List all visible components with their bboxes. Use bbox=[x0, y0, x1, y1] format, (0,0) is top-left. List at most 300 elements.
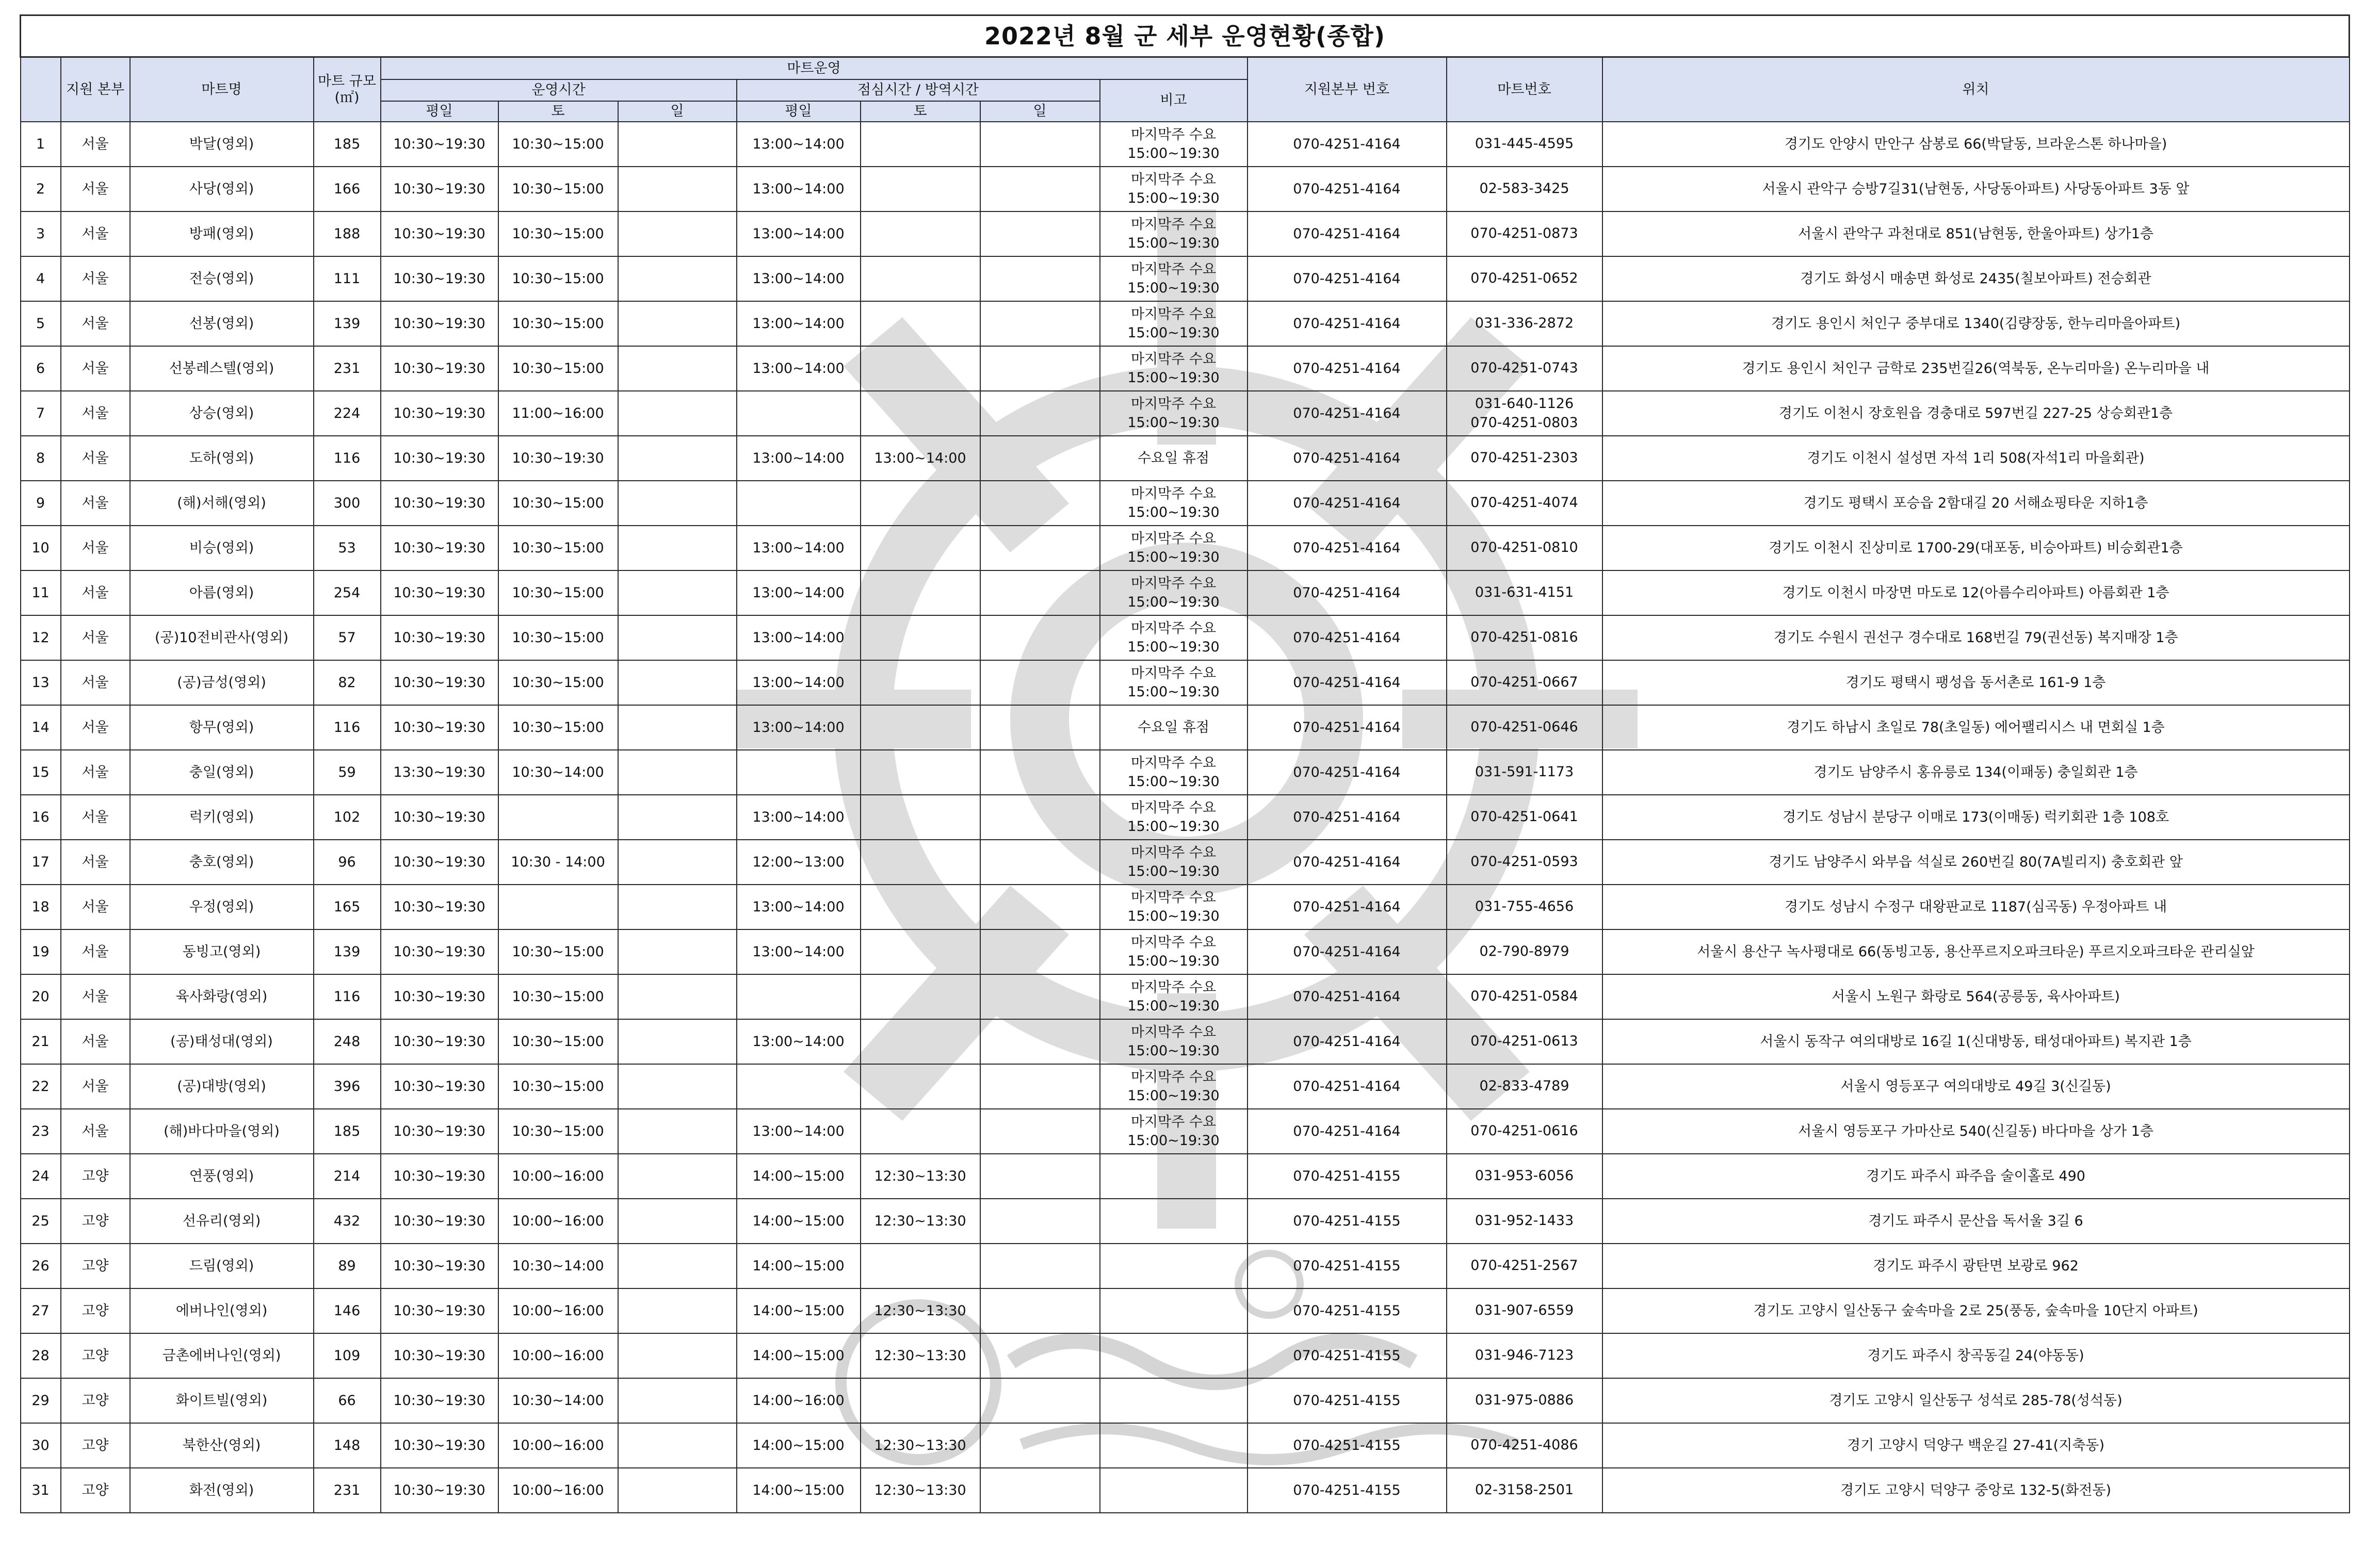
cell-branch: 서울 bbox=[61, 301, 130, 346]
cell-branch: 서울 bbox=[61, 391, 130, 436]
cell-location: 경기도 안양시 만안구 삼봉로 66(박달동, 브라운스톤 하나마을) bbox=[1602, 122, 2350, 167]
table-row bbox=[21, 436, 2350, 481]
note-line-1: 마지막주 수요 bbox=[1130, 755, 1217, 772]
header-op-weekday: 평일 bbox=[381, 101, 498, 122]
cell-branch-phone: 070-4251-4164 bbox=[1248, 481, 1447, 526]
cell-op-sat: 10:30~15:00 bbox=[498, 615, 618, 660]
cell-op-sun bbox=[618, 1378, 737, 1423]
header-branch-phone: 지원본부 번호 bbox=[1248, 57, 1447, 122]
cell-branch-phone: 070-4251-4164 bbox=[1248, 570, 1447, 615]
cell-lunch-weekday: 12:00~13:00 bbox=[737, 840, 861, 885]
cell-lunch-weekday: 13:00~14:00 bbox=[737, 660, 861, 705]
cell-lunch-sun bbox=[980, 705, 1100, 750]
cell-op-sun bbox=[618, 436, 737, 481]
table-row bbox=[21, 391, 2350, 436]
cell-op-weekday: 10:30~19:30 bbox=[381, 974, 498, 1019]
note-line-1: 마지막주 수요 bbox=[1130, 620, 1217, 637]
cell-branch: 서울 bbox=[61, 346, 130, 391]
cell-op-weekday: 10:30~19:30 bbox=[381, 1288, 498, 1333]
cell-branch-phone: 070-4251-4164 bbox=[1248, 705, 1447, 750]
cell-branch-phone: 070-4251-4155 bbox=[1248, 1154, 1447, 1199]
note-line-2: 15:00~19:30 bbox=[1127, 863, 1220, 879]
note-line-2: 15:00~19:30 bbox=[1127, 145, 1220, 161]
cell-op-sat: 10:30~15:00 bbox=[498, 1109, 618, 1154]
cell-op-weekday: 10:30~19:30 bbox=[381, 660, 498, 705]
cell-mart-name: 방패(영외) bbox=[130, 211, 314, 256]
cell-op-sat: 10:30~15:00 bbox=[498, 705, 618, 750]
cell-lunch-weekday: 13:00~14:00 bbox=[737, 256, 861, 301]
mart-phone-1: 070-4251-4074 bbox=[1470, 495, 1578, 511]
cell-note bbox=[1100, 1109, 1248, 1154]
note-line-1: 마지막주 수요 bbox=[1130, 576, 1217, 592]
cell-mart-size: 96 bbox=[314, 840, 381, 885]
table-row bbox=[21, 211, 2350, 256]
cell-lunch-weekday: 14:00~15:00 bbox=[737, 1288, 861, 1333]
cell-op-weekday: 10:30~19:30 bbox=[381, 256, 498, 301]
cell-no: 5 bbox=[21, 301, 61, 346]
cell-branch: 서울 bbox=[61, 1109, 130, 1154]
cell-lunch-sun bbox=[980, 1154, 1100, 1199]
header-location: 위치 bbox=[1602, 57, 2350, 122]
cell-mart-size: 116 bbox=[314, 974, 381, 1019]
cell-branch: 서울 bbox=[61, 1019, 130, 1064]
note-line-1: 마지막주 수요 bbox=[1130, 351, 1217, 368]
cell-branch: 서울 bbox=[61, 974, 130, 1019]
cell-mart-phone bbox=[1447, 795, 1602, 840]
cell-no: 16 bbox=[21, 795, 61, 840]
cell-lunch-sat: 12:30~13:30 bbox=[861, 1333, 980, 1378]
cell-branch: 서울 bbox=[61, 840, 130, 885]
cell-op-weekday: 10:30~19:30 bbox=[381, 481, 498, 526]
table-row bbox=[21, 1423, 2350, 1468]
cell-mart-size: 224 bbox=[314, 391, 381, 436]
cell-note bbox=[1100, 391, 1248, 436]
cell-op-sat: 10:30~15:00 bbox=[498, 1019, 618, 1064]
cell-lunch-sat: 13:00~14:00 bbox=[861, 436, 980, 481]
cell-note bbox=[1100, 1423, 1248, 1468]
header-op-sat: 토 bbox=[498, 101, 618, 122]
note-line-1: 수요일 휴점 bbox=[1138, 450, 1209, 466]
cell-op-weekday: 10:30~19:30 bbox=[381, 122, 498, 167]
cell-mart-phone bbox=[1447, 885, 1602, 929]
mart-phone-1: 031-975-0886 bbox=[1475, 1392, 1574, 1409]
cell-lunch-sun bbox=[980, 1244, 1100, 1288]
cell-branch-phone: 070-4251-4155 bbox=[1248, 1199, 1447, 1244]
cell-branch-phone: 070-4251-4155 bbox=[1248, 1423, 1447, 1468]
cell-lunch-weekday: 13:00~14:00 bbox=[737, 346, 861, 391]
header-note: 비고 bbox=[1100, 79, 1248, 122]
table-row bbox=[21, 1154, 2350, 1199]
cell-no: 29 bbox=[21, 1378, 61, 1423]
cell-lunch-sat bbox=[861, 885, 980, 929]
cell-location: 경기도 평택시 팽성읍 동서촌로 161-9 1층 bbox=[1602, 660, 2350, 705]
cell-no: 14 bbox=[21, 705, 61, 750]
cell-lunch-sat bbox=[861, 1244, 980, 1288]
mart-phone-1: 031-953-6056 bbox=[1475, 1168, 1574, 1184]
cell-lunch-sun bbox=[980, 974, 1100, 1019]
cell-no: 13 bbox=[21, 660, 61, 705]
cell-lunch-weekday: 14:00~15:00 bbox=[737, 1468, 861, 1513]
cell-op-sun bbox=[618, 481, 737, 526]
cell-branch-phone: 070-4251-4164 bbox=[1248, 885, 1447, 929]
cell-branch-phone: 070-4251-4155 bbox=[1248, 1333, 1447, 1378]
cell-mart-name: 아름(영외) bbox=[130, 570, 314, 615]
cell-note bbox=[1100, 1378, 1248, 1423]
note-line-1: 마지막주 수요 bbox=[1130, 979, 1217, 996]
cell-op-sat: 11:00~16:00 bbox=[498, 391, 618, 436]
cell-note bbox=[1100, 660, 1248, 705]
cell-lunch-sat bbox=[861, 301, 980, 346]
note-line-1: 마지막주 수요 bbox=[1130, 935, 1217, 951]
cell-location: 경기도 고양시 덕양구 중앙로 132-5(화전동) bbox=[1602, 1468, 2350, 1513]
cell-op-sun bbox=[618, 750, 737, 795]
mart-phone-1: 070-4251-0810 bbox=[1470, 540, 1578, 556]
cell-branch: 서울 bbox=[61, 526, 130, 570]
cell-mart-size: 116 bbox=[314, 705, 381, 750]
header-branch: 지원 본부 bbox=[61, 57, 130, 122]
cell-mart-phone bbox=[1447, 705, 1602, 750]
cell-note bbox=[1100, 1333, 1248, 1378]
cell-mart-size: 254 bbox=[314, 570, 381, 615]
cell-op-sat: 10:30~14:00 bbox=[498, 1244, 618, 1288]
table-row bbox=[21, 301, 2350, 346]
note-line-1: 마지막주 수요 bbox=[1130, 800, 1217, 816]
cell-op-sun bbox=[618, 1468, 737, 1513]
cell-mart-size: 185 bbox=[314, 1109, 381, 1154]
cell-op-weekday: 10:30~19:30 bbox=[381, 929, 498, 974]
cell-mart-phone bbox=[1447, 481, 1602, 526]
note-line-2: 15:00~19:30 bbox=[1127, 235, 1220, 251]
cell-branch: 서울 bbox=[61, 705, 130, 750]
cell-no: 20 bbox=[21, 974, 61, 1019]
mart-status-table bbox=[20, 14, 2350, 1513]
cell-op-weekday: 10:30~19:30 bbox=[381, 570, 498, 615]
cell-mart-name: 선유리(영외) bbox=[130, 1199, 314, 1244]
cell-location: 경기도 남양주시 와부읍 석실로 260번길 80(7A빌리지) 충호회관 앞 bbox=[1602, 840, 2350, 885]
cell-lunch-sun bbox=[980, 1019, 1100, 1064]
cell-note bbox=[1100, 122, 1248, 167]
cell-no: 3 bbox=[21, 211, 61, 256]
note-line-2: 15:00~19:30 bbox=[1127, 324, 1220, 341]
cell-mart-phone bbox=[1447, 211, 1602, 256]
cell-branch: 서울 bbox=[61, 436, 130, 481]
cell-note bbox=[1100, 570, 1248, 615]
cell-mart-size: 111 bbox=[314, 256, 381, 301]
cell-op-sat: 10:30~15:00 bbox=[498, 256, 618, 301]
cell-op-sat bbox=[498, 795, 618, 840]
cell-op-weekday: 10:30~19:30 bbox=[381, 1154, 498, 1199]
cell-op-sat: 10:30~15:00 bbox=[498, 211, 618, 256]
note-line-1: 마지막주 수요 bbox=[1130, 217, 1217, 233]
cell-op-sun bbox=[618, 1019, 737, 1064]
cell-mart-size: 185 bbox=[314, 122, 381, 167]
cell-branch-phone: 070-4251-4164 bbox=[1248, 167, 1447, 211]
cell-op-sun bbox=[618, 1423, 737, 1468]
cell-lunch-sat bbox=[861, 391, 980, 436]
cell-no: 17 bbox=[21, 840, 61, 885]
cell-mart-size: 57 bbox=[314, 615, 381, 660]
cell-op-sat: 10:30~15:00 bbox=[498, 526, 618, 570]
cell-branch-phone: 070-4251-4164 bbox=[1248, 660, 1447, 705]
cell-op-sun bbox=[618, 1109, 737, 1154]
cell-note bbox=[1100, 211, 1248, 256]
cell-mart-size: 300 bbox=[314, 481, 381, 526]
mart-phone-1: 031-952-1433 bbox=[1475, 1213, 1574, 1229]
cell-mart-size: 165 bbox=[314, 885, 381, 929]
cell-lunch-sat bbox=[861, 211, 980, 256]
cell-mart-phone bbox=[1447, 929, 1602, 974]
cell-note bbox=[1100, 1019, 1248, 1064]
cell-lunch-sat bbox=[861, 481, 980, 526]
cell-branch-phone: 070-4251-4164 bbox=[1248, 795, 1447, 840]
cell-op-sat: 10:30~14:00 bbox=[498, 750, 618, 795]
cell-lunch-sun bbox=[980, 1109, 1100, 1154]
cell-lunch-sat bbox=[861, 122, 980, 167]
cell-op-sun bbox=[618, 122, 737, 167]
cell-no: 2 bbox=[21, 167, 61, 211]
cell-mart-phone bbox=[1447, 526, 1602, 570]
cell-op-sat: 10:30~15:00 bbox=[498, 167, 618, 211]
cell-branch: 고양 bbox=[61, 1468, 130, 1513]
table-row bbox=[21, 1288, 2350, 1333]
cell-location: 서울시 관악구 승방7길31(남현동, 사당동아파트) 사당동아파트 3동 앞 bbox=[1602, 167, 2350, 211]
cell-op-sat: 10:30~19:30 bbox=[498, 436, 618, 481]
cell-mart-name: 드림(영외) bbox=[130, 1244, 314, 1288]
cell-no: 23 bbox=[21, 1109, 61, 1154]
cell-op-sat: 10:30~15:00 bbox=[498, 974, 618, 1019]
cell-branch-phone: 070-4251-4164 bbox=[1248, 122, 1447, 167]
cell-location: 경기도 용인시 처인구 중부대로 1340(김량장동, 한누리마을아파트) bbox=[1602, 301, 2350, 346]
cell-mart-name: (공)10전비관사(영외) bbox=[130, 615, 314, 660]
cell-location: 경기도 용인시 처인구 금학로 235번길26(역북동, 온누리마을) 온누리마을 내 bbox=[1602, 346, 2350, 391]
cell-location: 경기도 고양시 일산동구 성석로 285-78(성석동) bbox=[1602, 1378, 2350, 1423]
cell-branch: 서울 bbox=[61, 615, 130, 660]
cell-note bbox=[1100, 795, 1248, 840]
note-line-2: 15:00~19:30 bbox=[1127, 683, 1220, 700]
table-body bbox=[21, 122, 2350, 1513]
note-line-2: 15:00~19:30 bbox=[1127, 773, 1220, 790]
cell-mart-phone bbox=[1447, 1378, 1602, 1423]
mart-phone-1: 070-4251-4086 bbox=[1470, 1437, 1578, 1453]
cell-lunch-sun bbox=[980, 301, 1100, 346]
header-mart-name: 마트명 bbox=[130, 57, 314, 122]
cell-op-weekday: 10:30~19:30 bbox=[381, 1423, 498, 1468]
cell-mart-name: 우정(영외) bbox=[130, 885, 314, 929]
cell-mart-size: 188 bbox=[314, 211, 381, 256]
cell-lunch-weekday bbox=[737, 481, 861, 526]
cell-mart-name: 항무(영외) bbox=[130, 705, 314, 750]
cell-lunch-sun bbox=[980, 885, 1100, 929]
cell-op-sun bbox=[618, 256, 737, 301]
note-line-2: 15:00~19:30 bbox=[1127, 908, 1220, 924]
cell-op-sat: 10:30~15:00 bbox=[498, 660, 618, 705]
cell-op-sun bbox=[618, 929, 737, 974]
cell-lunch-sun bbox=[980, 929, 1100, 974]
cell-note bbox=[1100, 615, 1248, 660]
cell-op-sat: 10:30~15:00 bbox=[498, 481, 618, 526]
cell-location: 경기도 수원시 권선구 경수대로 168번길 79(권선동) 복지매장 1층 bbox=[1602, 615, 2350, 660]
header-lunch-sat: 토 bbox=[861, 101, 980, 122]
mart-phone-1: 070-4251-0646 bbox=[1470, 719, 1578, 736]
table-row bbox=[21, 256, 2350, 301]
cell-op-sat: 10:30~14:00 bbox=[498, 1378, 618, 1423]
cell-mart-name: (공)금성(영외) bbox=[130, 660, 314, 705]
cell-mart-phone bbox=[1447, 167, 1602, 211]
cell-mart-phone bbox=[1447, 974, 1602, 1019]
cell-branch-phone: 070-4251-4155 bbox=[1248, 1244, 1447, 1288]
cell-mart-size: 116 bbox=[314, 436, 381, 481]
cell-no: 15 bbox=[21, 750, 61, 795]
cell-branch: 서울 bbox=[61, 885, 130, 929]
cell-mart-name: 충일(영외) bbox=[130, 750, 314, 795]
cell-op-sun bbox=[618, 1244, 737, 1288]
cell-op-weekday: 10:30~19:30 bbox=[381, 436, 498, 481]
cell-mart-phone bbox=[1447, 750, 1602, 795]
cell-op-sun bbox=[618, 570, 737, 615]
cell-location: 경기도 파주시 파주읍 술이홀로 490 bbox=[1602, 1154, 2350, 1199]
header-lunch-weekday: 평일 bbox=[737, 101, 861, 122]
cell-op-sun bbox=[618, 211, 737, 256]
cell-branch-phone: 070-4251-4164 bbox=[1248, 929, 1447, 974]
cell-op-sun bbox=[618, 167, 737, 211]
cell-lunch-sun bbox=[980, 615, 1100, 660]
cell-no: 22 bbox=[21, 1064, 61, 1109]
mart-phone-1: 070-4251-0743 bbox=[1470, 360, 1578, 377]
cell-note bbox=[1100, 436, 1248, 481]
cell-op-sat: 10:30~15:00 bbox=[498, 929, 618, 974]
cell-no: 1 bbox=[21, 122, 61, 167]
cell-lunch-sat bbox=[861, 167, 980, 211]
table-row bbox=[21, 929, 2350, 974]
note-line-2: 15:00~19:30 bbox=[1127, 639, 1220, 655]
note-line-1: 마지막주 수요 bbox=[1130, 665, 1217, 682]
cell-op-weekday: 10:30~19:30 bbox=[381, 615, 498, 660]
cell-location: 경기도 화성시 매송면 화성로 2435(칠보아파트) 전승회관 bbox=[1602, 256, 2350, 301]
cell-no: 21 bbox=[21, 1019, 61, 1064]
cell-location: 경기도 성남시 분당구 이매로 173(이매동) 럭키회관 1층 108호 bbox=[1602, 795, 2350, 840]
cell-mart-name: 도하(영외) bbox=[130, 436, 314, 481]
cell-lunch-sun bbox=[980, 570, 1100, 615]
header-lunch-sun: 일 bbox=[980, 101, 1100, 122]
cell-location: 경기도 이천시 장호원읍 경충대로 597번길 227-25 상승회관1층 bbox=[1602, 391, 2350, 436]
note-line-2: 15:00~19:30 bbox=[1127, 998, 1220, 1014]
cell-branch: 고양 bbox=[61, 1199, 130, 1244]
cell-no: 11 bbox=[21, 570, 61, 615]
cell-lunch-sun bbox=[980, 436, 1100, 481]
mart-phone-1: 031-907-6559 bbox=[1475, 1302, 1574, 1319]
cell-lunch-sat bbox=[861, 660, 980, 705]
table-row bbox=[21, 1333, 2350, 1378]
note-line-2: 15:00~19:30 bbox=[1127, 1087, 1220, 1104]
mart-phone-1: 070-4251-0593 bbox=[1470, 854, 1578, 870]
cell-lunch-weekday: 13:00~14:00 bbox=[737, 795, 861, 840]
cell-location: 서울시 동작구 여의대방로 16길 1(신대방동, 태성대아파트) 복지관 1층 bbox=[1602, 1019, 2350, 1064]
cell-op-weekday: 10:30~19:30 bbox=[381, 1109, 498, 1154]
cell-branch: 서울 bbox=[61, 929, 130, 974]
mart-phone-1: 031-755-4656 bbox=[1475, 899, 1574, 915]
cell-mart-name: (해)바다마을(영외) bbox=[130, 1109, 314, 1154]
mart-phone-1: 031-591-1173 bbox=[1475, 764, 1574, 780]
cell-note bbox=[1100, 346, 1248, 391]
cell-lunch-sat bbox=[861, 615, 980, 660]
cell-location: 경기도 평택시 포승읍 2함대길 20 서해쇼핑타운 지하1층 bbox=[1602, 481, 2350, 526]
cell-lunch-weekday bbox=[737, 391, 861, 436]
cell-lunch-weekday bbox=[737, 1064, 861, 1109]
cell-op-sun bbox=[618, 526, 737, 570]
note-line-1: 마지막주 수요 bbox=[1130, 531, 1217, 547]
page-title: 2022년 8월 군 세부 운영현황(종합) bbox=[21, 15, 2350, 57]
cell-location: 경기도 고양시 일산동구 숲속마을 2로 25(풍동, 숲속마을 10단지 아파트) bbox=[1602, 1288, 2350, 1333]
cell-mart-phone bbox=[1447, 615, 1602, 660]
cell-note bbox=[1100, 974, 1248, 1019]
cell-lunch-sat bbox=[861, 974, 980, 1019]
table-row bbox=[21, 570, 2350, 615]
note-line-2: 15:00~19:30 bbox=[1127, 818, 1220, 835]
cell-location: 경기도 이천시 마장면 마도로 12(아름수리아파트) 아름회관 1층 bbox=[1602, 570, 2350, 615]
cell-branch-phone: 070-4251-4164 bbox=[1248, 750, 1447, 795]
cell-op-weekday: 10:30~19:30 bbox=[381, 1064, 498, 1109]
cell-no: 8 bbox=[21, 436, 61, 481]
cell-location: 경기도 이천시 설성면 자석 1리 508(자석1리 마을회관) bbox=[1602, 436, 2350, 481]
cell-no: 6 bbox=[21, 346, 61, 391]
cell-no: 24 bbox=[21, 1154, 61, 1199]
cell-op-weekday: 10:30~19:30 bbox=[381, 526, 498, 570]
cell-mart-name: 화이트빌(영외) bbox=[130, 1378, 314, 1423]
cell-no: 30 bbox=[21, 1423, 61, 1468]
cell-mart-size: 139 bbox=[314, 929, 381, 974]
cell-branch: 고양 bbox=[61, 1423, 130, 1468]
header-lunch-hours: 점심시간 / 방역시간 bbox=[737, 79, 1100, 101]
cell-lunch-weekday: 13:00~14:00 bbox=[737, 570, 861, 615]
cell-lunch-sat bbox=[861, 929, 980, 974]
cell-lunch-sun bbox=[980, 526, 1100, 570]
cell-note bbox=[1100, 929, 1248, 974]
cell-note bbox=[1100, 526, 1248, 570]
cell-lunch-sat bbox=[861, 570, 980, 615]
cell-branch: 서울 bbox=[61, 122, 130, 167]
cell-mart-size: 89 bbox=[314, 1244, 381, 1288]
status-sheet bbox=[20, 14, 2348, 1513]
cell-lunch-sun bbox=[980, 1064, 1100, 1109]
cell-op-weekday: 13:30~19:30 bbox=[381, 750, 498, 795]
note-line-1: 마지막주 수요 bbox=[1130, 845, 1217, 861]
table-row bbox=[21, 481, 2350, 526]
mart-phone-1: 031-640-1126 bbox=[1475, 396, 1574, 412]
mart-phone-1: 031-336-2872 bbox=[1475, 315, 1574, 332]
cell-op-sun bbox=[618, 1288, 737, 1333]
cell-lunch-weekday: 13:00~14:00 bbox=[737, 211, 861, 256]
cell-branch-phone: 070-4251-4164 bbox=[1248, 840, 1447, 885]
table-row bbox=[21, 660, 2350, 705]
cell-location: 경기도 하남시 초일로 78(초일동) 에어팰리시스 내 면회실 1층 bbox=[1602, 705, 2350, 750]
cell-op-weekday: 10:30~19:30 bbox=[381, 1378, 498, 1423]
cell-lunch-sat bbox=[861, 526, 980, 570]
note-line-2: 15:00~19:30 bbox=[1127, 549, 1220, 565]
cell-no: 9 bbox=[21, 481, 61, 526]
table-row bbox=[21, 526, 2350, 570]
cell-branch: 서울 bbox=[61, 570, 130, 615]
cell-mart-name: 선봉(영외) bbox=[130, 301, 314, 346]
cell-op-sat: 10:30~15:00 bbox=[498, 122, 618, 167]
cell-note bbox=[1100, 750, 1248, 795]
cell-mart-name: 동빙고(영외) bbox=[130, 929, 314, 974]
mart-phone-1: 070-4251-0641 bbox=[1470, 809, 1578, 825]
cell-lunch-weekday: 13:00~14:00 bbox=[737, 885, 861, 929]
cell-lunch-sun bbox=[980, 167, 1100, 211]
cell-branch: 서울 bbox=[61, 750, 130, 795]
cell-lunch-sun bbox=[980, 122, 1100, 167]
cell-location: 서울시 관악구 과천대로 851(남현동, 한울아파트) 상가1층 bbox=[1602, 211, 2350, 256]
